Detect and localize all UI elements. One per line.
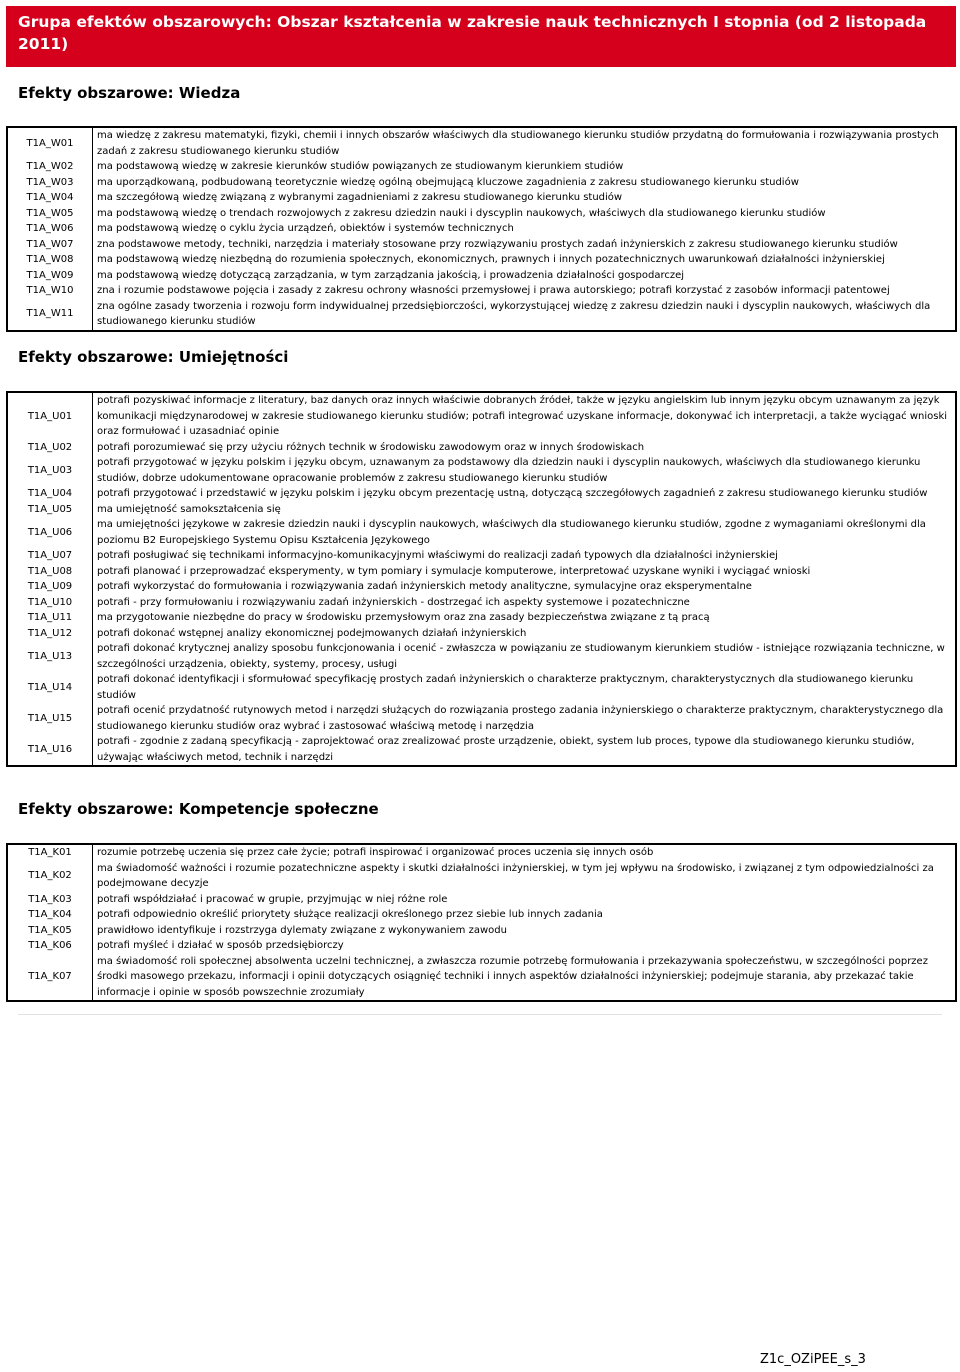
effect-description: ma podstawową wiedzę dotyczącą zarządzania, w tym zarządzania jakością, i prowadzenia działalności gospodarczej (97, 269, 685, 281)
effect-description: potrafi posługiwać się technikami informacyjno-komunikacyjnymi właściwymi do realizacji zadań typowych dla działalności inżynierskiej (97, 550, 778, 561)
effect-code: T1A_W06 (7, 221, 93, 237)
effect-description: ma szczegółową wiedzę związaną z wybranymi zagadnieniami z zakresu studiowanego kierunku studiów (97, 192, 623, 203)
effect-description: potrafi myśleć i działać w sposób przedsiębiorczy (97, 940, 344, 951)
effect-description: ma przygotowanie niezbędne do pracy w środowisku przemysłowym oraz zna zasady bezpieczeństwa związane z tą pracą (97, 612, 710, 623)
effect-code: T1A_U12 (7, 626, 93, 642)
table-row (7, 486, 956, 502)
effect-description: ma świadomość ważności i rozumie pozatechniczne aspekty i skutki działalności inżynierskiej, w tym jej wpływu na środowisko, i związanej z tym odpowiedzialności za podejmowane decyzje (97, 862, 934, 889)
table-row (7, 455, 956, 486)
effect-description: potrafi odpowiednio określić priorytety służące realizacji określonego przez siebie lub innych zadania (97, 909, 603, 920)
effect-code: T1A_W05 (7, 206, 93, 222)
table-row (7, 641, 956, 672)
table-row (7, 564, 956, 580)
effect-code: T1A_W10 (7, 283, 93, 299)
effect-code: T1A_W01 (7, 127, 93, 159)
effect-description: ma umiejętności językowe w zakresie dziedzin nauki i dyscyplin naukowych, właściwych dla studiowanego kierunku studiów, zgodne z wymaganiami określonymi dla poziomu B2 Europejskiego Systemu Opisu Kształcenia Językowego (97, 519, 926, 546)
effect-description: potrafi wykorzystać do formułowania i rozwiązywania zadań inżynierskich metody analityczne, symulacyjne oraz eksperymentalne (97, 581, 752, 592)
table-row (7, 283, 956, 299)
effect-description: potrafi dokonać identyfikacji i sformułować specyfikację prostych zadań inżynierskich o charakterze praktycznym, charakterystycznych dla studiowanego kierunku studiów (97, 674, 914, 701)
effect-code: T1A_K03 (7, 892, 93, 908)
table-row (7, 127, 956, 159)
table-row (7, 844, 956, 861)
table-row (7, 861, 956, 892)
table-row (7, 734, 956, 766)
table-row (7, 703, 956, 734)
effect-description: potrafi przygotować i przedstawić w języku polskim i języku obcym prezentację ustną, dotyczącą szczegółowych zagadnień z zakresu studiowanego kierunku studiów (97, 488, 928, 499)
table-row (7, 517, 956, 548)
section-title-kompetencje: Efekty obszarowe: Kompetencje społeczne (18, 800, 379, 818)
effect-description: potrafi - przy formułowaniu i rozwiązywaniu zadań inżynierskich - dostrzegać ich aspekty systemowe i pozatechniczne (97, 596, 690, 608)
effect-code: T1A_U15 (7, 703, 93, 734)
effect-description: potrafi porozumiewać się przy użyciu różnych technik w środowisku zawodowym oraz w innych środowiskach (97, 441, 645, 453)
effect-code: T1A_U14 (7, 672, 93, 703)
effect-description: ma podstawową wiedzę niezbędną do rozumienia społecznych, ekonomicznych, prawnych i innych pozatechnicznych uwarunkowań działalności inżynierskiej (97, 254, 885, 265)
table-row (7, 190, 956, 206)
table-row (7, 221, 956, 237)
effect-code: T1A_U08 (7, 564, 93, 580)
effect-code: T1A_U01 (7, 392, 93, 440)
section-title-umiejetnosci: Efekty obszarowe: Umiejętności (18, 348, 289, 366)
effect-code: T1A_U06 (7, 517, 93, 548)
effect-code: T1A_K07 (7, 954, 93, 1002)
table-row (7, 299, 956, 331)
effect-code: T1A_U16 (7, 734, 93, 766)
effect-code: T1A_K01 (7, 844, 93, 861)
effect-code: T1A_K05 (7, 923, 93, 939)
table-row (7, 237, 956, 253)
table-row (7, 954, 956, 1002)
effect-description: potrafi dokonać krytycznej analizy sposobu funkcjonowania i ocenić - zwłaszcza w powiązaniu ze studiowanym kierunkiem studiów - istniejące rozwiązania techniczne, w szczególności urządzenia, obiekty, systemy, procesy, usługi (97, 643, 945, 670)
table-umiejetnosci (6, 391, 957, 767)
effect-code: T1A_W08 (7, 252, 93, 268)
effect-code: T1A_U10 (7, 595, 93, 611)
effect-code: T1A_K02 (7, 861, 93, 892)
effect-code: T1A_U05 (7, 502, 93, 518)
effect-code: T1A_W02 (7, 159, 93, 175)
table-row (7, 268, 956, 284)
table-row (7, 907, 956, 923)
effect-code: T1A_U03 (7, 455, 93, 486)
table-row (7, 440, 956, 456)
effect-code: T1A_W07 (7, 237, 93, 253)
effect-description: ma umiejętność samokształcenia się (97, 503, 281, 515)
table-row (7, 938, 956, 954)
effect-description: potrafi dokonać wstępnej analizy ekonomicznej podejmowanych działań inżynierskich (97, 627, 527, 639)
page-title: Grupa efektów obszarowych: Obszar kształcenia w zakresie nauk technicznych I stopnia (od 2 listopada 2011) (18, 13, 927, 53)
effect-code: T1A_U07 (7, 548, 93, 564)
section-title-wiedza: Efekty obszarowe: Wiedza (18, 84, 241, 102)
effect-description: potrafi ocenić przydatność rutynowych metod i narzędzi służących do rozwiązania prostego zadania inżynierskiego o charakterze praktycznym, charakterystycznego dla studiowanego kierunku studiów oraz wybrać i zastosować właściwą metodę i narzędzia (97, 705, 944, 732)
table-row (7, 206, 956, 222)
table-wiedza (6, 126, 957, 332)
effect-code: T1A_W09 (7, 268, 93, 284)
table-row (7, 175, 956, 191)
effect-code: T1A_U09 (7, 579, 93, 595)
effect-description: rozumie potrzebę uczenia się przez całe życie; potrafi inspirować i organizować proces uczenia się innych osób (97, 847, 654, 858)
table-row (7, 626, 956, 642)
effect-code: T1A_U13 (7, 641, 93, 672)
effect-description: potrafi przygotować w języku polskim i języku obcym, uznawanym za podstawowy dla dziedzin nauki i dyscyplin naukowych, właściwych dla studiowanego kierunku studiów, dobrze udokumentowane opracowanie problemów z zakresu studiowanego kierunku studiów (97, 457, 921, 484)
effect-description: zna i rozumie podstawowe pojęcia i zasady z zakresu ochrony własności przemysłowej i prawa autorskiego; potrafi korzystać z zasobów informacji patentowej (97, 285, 890, 296)
effect-description: prawidłowo identyfikuje i rozstrzyga dylematy związane z wykonywaniem zawodu (97, 924, 507, 936)
table-row (7, 502, 956, 518)
effect-code: T1A_K04 (7, 907, 93, 923)
effect-description: ma podstawową wiedzę w zakresie kierunków studiów powiązanych ze studiowanym kierunkiem studiów (97, 161, 624, 172)
document-code: Z1c_OZiPEE_s_3 (760, 1352, 866, 1367)
effect-code: T1A_K06 (7, 938, 93, 954)
effect-description: ma podstawową wiedzę o trendach rozwojowych z zakresu dziedzin nauki i dyscyplin naukowych, właściwych dla studiowanego kierunku studiów (97, 207, 826, 219)
effect-description: potrafi współdziałać i pracować w grupie, przyjmując w niej różne role (97, 893, 448, 905)
effect-description: ma świadomość roli społecznej absolwenta uczelni technicznej, a zwłaszcza rozumie potrzebę formułowania i przekazywania społeczeństwu, w szczególności poprzez środki masowego przekazu, informacji i opinii dotyczących osiągnięć techniki i innych aspektów działalności inżynierskiej; podejmuje starania, aby przekazać takie informacje i opinie w sposób powszechnie zrozumiały (97, 955, 928, 998)
effect-description: ma podstawową wiedzę o cyklu życia urządzeń, obiektów i systemów technicznych (97, 223, 514, 234)
table-row (7, 610, 956, 626)
table-row (7, 595, 956, 611)
effect-code: T1A_U04 (7, 486, 93, 502)
footer-divider (18, 1014, 942, 1015)
effect-description: potrafi - zgodnie z zadaną specyfikacją - zaprojektować oraz zrealizować proste urządzenie, obiekt, system lub proces, typowe dla studiowanego kierunku studiów, używając właściwych metod, technik i narzędzi (97, 736, 915, 763)
table-row (7, 392, 956, 440)
table-row (7, 892, 956, 908)
effect-code: T1A_W03 (7, 175, 93, 191)
effect-description: ma wiedzę z zakresu matematyki, fizyki, chemii i innych obszarów właściwych dla studiowanego kierunku studiów przydatną do formułowania i rozwiązywania prostych zadań z zakresu studiowanego kierunku studiów (97, 130, 939, 157)
effect-description: ma uporządkowaną, podbudowaną teoretycznie wiedzę ogólną obejmującą kluczowe zagadnienia z zakresu studiowanego kierunku studiów (97, 176, 799, 188)
effect-code: T1A_U02 (7, 440, 93, 456)
table-row (7, 923, 956, 939)
page-header (6, 6, 956, 67)
table-row (7, 159, 956, 175)
table-row (7, 548, 956, 564)
effect-description: potrafi pozyskiwać informacje z literatury, baz danych oraz innych właściwie dobranych źródeł, także w języku angielskim lub innym języku obcym uznawanym za język komunikacji międzynarodowej w zakresie studiowanego kierunku studiów; potrafi integrować uzyskane informacje, dokonywać ich interpretacji, a także wyciągać wnioski oraz formułować i uzasadniać opinie (97, 395, 948, 437)
table-row (7, 672, 956, 703)
table-kompetencje (6, 843, 957, 1002)
effect-code: T1A_U11 (7, 610, 93, 626)
table-row (7, 252, 956, 268)
effect-code: T1A_W04 (7, 190, 93, 206)
effect-code: T1A_W11 (7, 299, 93, 331)
effect-description: zna podstawowe metody, techniki, narzędzia i materiały stosowane przy rozwiązywaniu prostych zadań inżynierskich z zakresu studiowanego kierunku studiów (97, 238, 898, 250)
effect-description: potrafi planować i przeprowadzać eksperymenty, w tym pomiary i symulacje komputerowe, interpretować uzyskane wyniki i wyciągać wnioski (97, 565, 811, 577)
table-row (7, 579, 956, 595)
effect-description: zna ogólne zasady tworzenia i rozwoju form indywidualnej przedsiębiorczości, wykorzystującej wiedzę z zakresu dziedzin nauki i dyscyplin naukowych, właściwych dla studiowanego kierunku studiów (97, 300, 931, 327)
